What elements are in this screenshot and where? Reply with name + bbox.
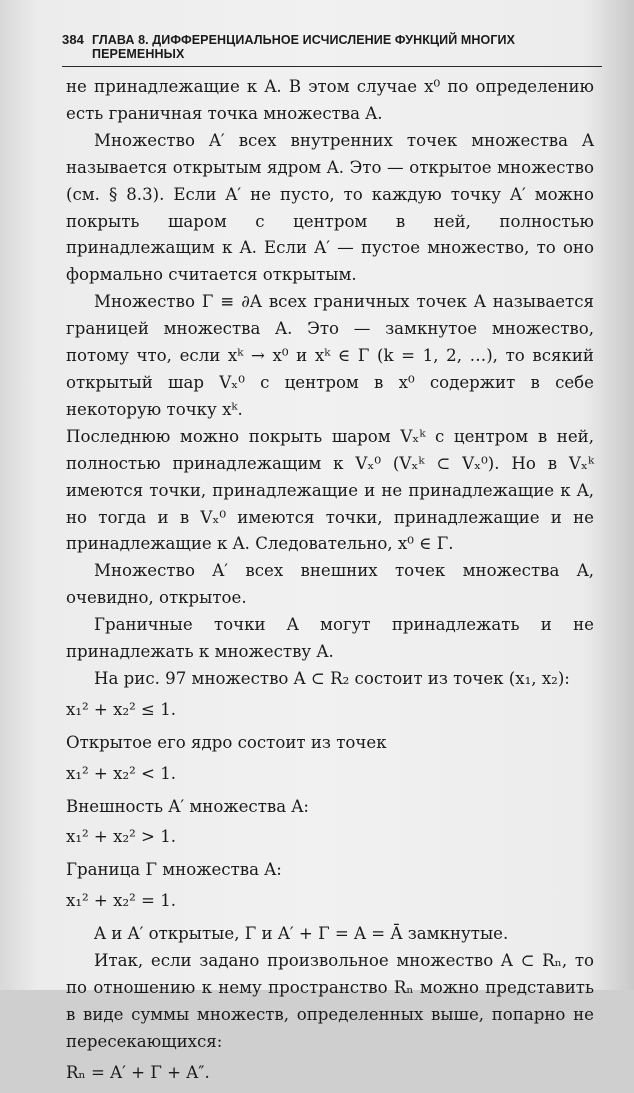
page-number: 384 [62,32,84,47]
paragraph: Открытое его ядро состоит из точек [66,732,387,752]
running-header [62,32,602,67]
formula: x₁² + x₂² < 1. [66,763,177,783]
paragraph: Граница Γ множества A: [66,860,282,880]
paragraph: не принадлежащие к A. В этом случае x⁰ по определению есть граничная точка множества A. [66,77,594,123]
formula: x₁² + x₂² = 1. [66,891,177,911]
chapter-title: ГЛАВА 8. ДИФФЕРЕНЦИАЛЬНОЕ ИСЧИСЛЕНИЕ ФУНКЦИЙ МНОГИХ ПЕРЕМЕННЫХ [92,33,516,61]
page-body [66,74,594,1093]
formula: x₁² + x₂² ≤ 1. [66,699,177,719]
paragraph: Граничные точки A могут принадлежать и не принадлежать к множеству A. [66,615,594,662]
paragraph: Последнюю можно покрыть шаром Vₓᵏ с центром в ней, полностью принадлежащим к Vₓ⁰ (Vₓᵏ ⊂ Vₓ⁰). Но в Vₓᵏ имеются точки, принадлежащие и не принадлежащие к A, но тогда и в Vₓ⁰ имеются точки, принадлежащие и не принадлежащие к A. Следовательно, x⁰ ∈ Γ. [66,426,594,554]
paragraph: Итак, если задано произвольное множество A ⊂ Rₙ, то по отношению к нему пространство Rₙ можно представить в виде суммы множеств, определенных выше, попарно не пересекающихся: [66,951,594,1051]
paragraph: На рис. 97 множество A ⊂ R₂ состоит из точек (x₁, x₂): [94,668,570,688]
paragraph: Множество A′ всех внешних точек множества A, очевидно, открытое. [66,561,594,608]
paragraph: A и A′ открытые, Γ и A′ + Γ = A = Ā замкнутые. [94,924,509,944]
paragraph: Множество A′ всех внутренних точек множества A называется открытым ядром A. Это — открытое множество (см. § 8.3). Если A′ не пусто, то каждую точку A′ можно покрыть шаром с центром в ней, полностью принадлежащим к A. Если A′ — пустое множество, то оно формально считается открытым. [66,130,594,285]
paragraph: Внешность A′ множества A: [66,796,309,816]
paragraph: Множество Γ ≡ ∂A всех граничных точек A называется границей множества A. Это — замкнутое множество, потому что, если xᵏ → x⁰ и xᵏ ∈ Γ (k = 1, 2, …), то всякий открытый шар Vₓ⁰ с центром в x⁰ содержит в себе некоторую точку xᵏ. [66,292,594,419]
formula: x₁² + x₂² > 1. [66,827,177,847]
formula: Rₙ = A′ + Γ + A″. [66,1062,210,1082]
